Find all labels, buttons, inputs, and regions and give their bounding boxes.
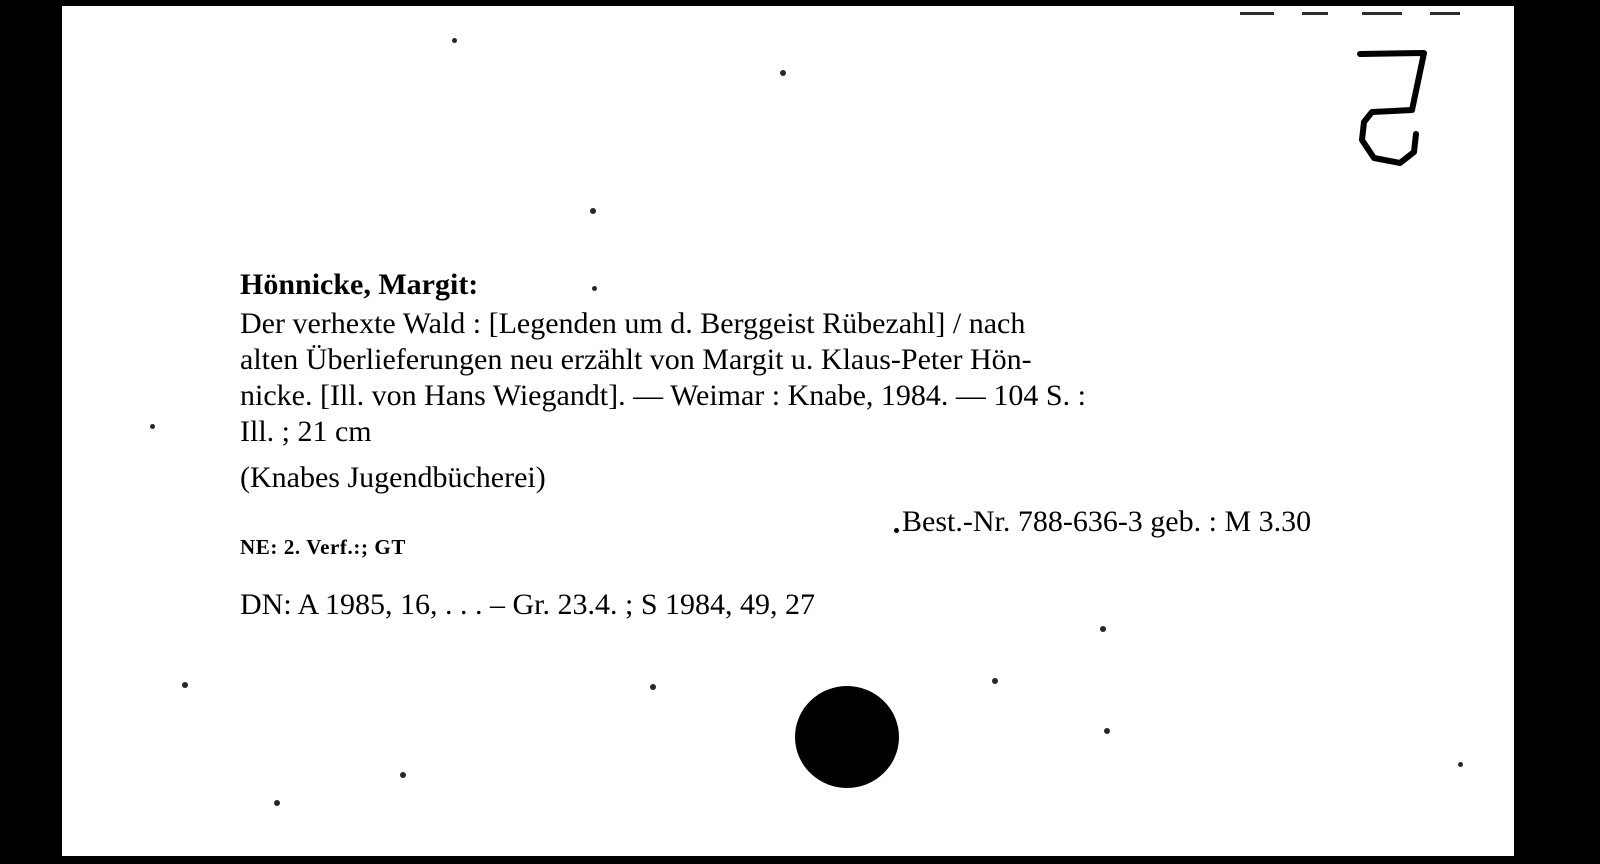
handwritten-number-3-icon [1352,48,1462,173]
scan-speck [400,772,406,778]
scan-border-top [62,0,1514,6]
title-statement-line-3: nicke. [Ill. von Hans Wiegandt]. — Weimar : Knabe, 1984. — 104 S. : [240,379,1086,412]
top-edge-dash [1240,12,1274,15]
scan-speck [992,678,998,684]
scan-speck [274,800,280,806]
bibliographic-record [240,266,1520,496]
stray-ink-dot [894,528,899,533]
title-statement-line-1: Der verhexte Wald : [Legenden um d. Berggeist Rübezahl] / nach [240,307,1026,340]
scan-speck [1100,626,1106,632]
top-edge-dash [1302,12,1328,15]
series-statement: (Knabes Jugendbücherei) [240,461,546,494]
top-edge-dash [1362,12,1402,15]
scan-speck [590,208,596,214]
author-heading: Hönnicke, Margit: [240,268,479,301]
top-edge-dash [1430,12,1460,15]
scan-speck [150,424,155,429]
title-statement-line-4: Ill. ; 21 cm [240,415,372,448]
scan-speck [452,38,457,43]
punch-hole-mark [795,686,899,788]
order-number-price: Best.-Nr. 788-636-3 geb. : M 3.30 [902,505,1312,538]
scan-border-right [1514,0,1600,864]
scan-speck [1458,762,1463,767]
dn-reference-line: DN: A 1985, 16, . . . – Gr. 23.4. ; S 1984, 49, 27 [240,588,816,621]
scan-speck [1104,728,1110,734]
added-entries-note: NE: 2. Verf.:; GT [240,535,406,559]
card-paper [62,0,1514,856]
scan-speck [182,682,188,688]
scan-speck [650,684,656,690]
scan-border-left [0,0,62,864]
scan-speck [780,70,786,76]
title-statement-line-2: alten Überlieferungen neu erzählt von Margit u. Klaus-Peter Hön- [240,343,1032,376]
scan-border-bottom [0,856,1600,864]
